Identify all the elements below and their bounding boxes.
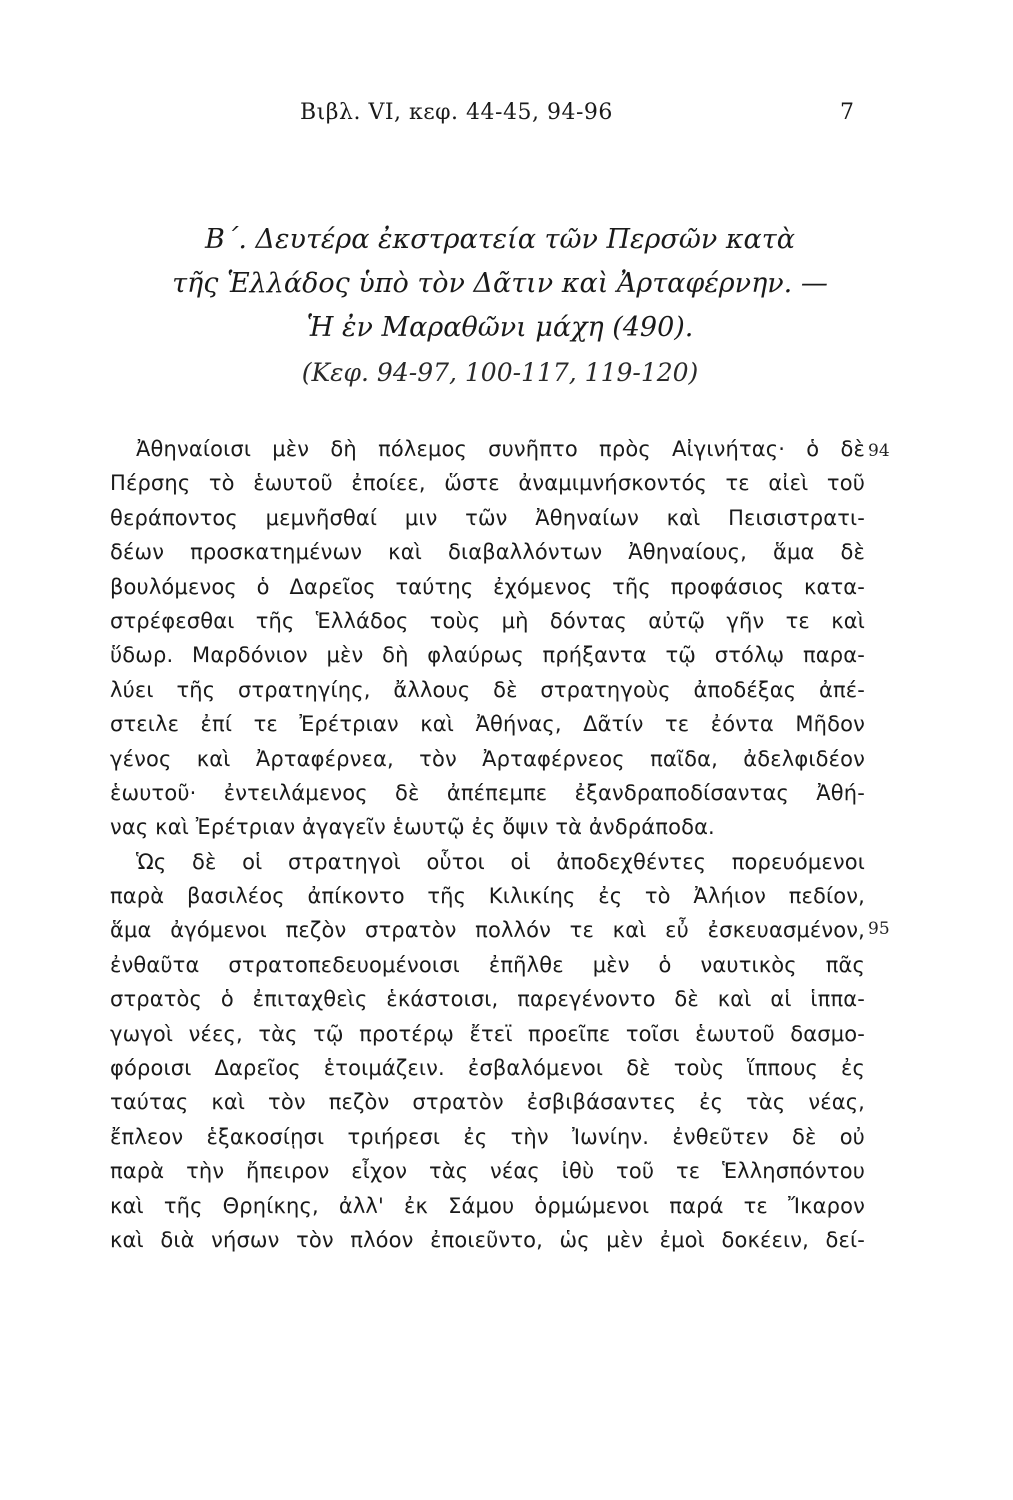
text-line: παρὰ τὴν ἤπειρον εἶχον τὰς νέας ἰθὺ τοῦ τε Ἑλλησπόντου [110, 1159, 865, 1184]
text-line: καὶ διὰ νήσων τὸν πλόον ἐποιεῦντο, ὡς μὲν ἐμοὶ δοκέειν, δεί- [110, 1227, 865, 1252]
text-line: γωγοὶ νέες, τὰς τῷ προτέρῳ ἔτεϊ προεῖπε τοῖσι ἑωυτοῦ δασμο- [110, 1021, 865, 1046]
heading-line-2: τῆς Ἑλλάδος ὑπὸ τὸν Δᾶτιν καὶ Ἀρταφέρνην. — [172, 268, 828, 299]
heading-line-3: Ἡ ἐν Μαραθῶνι μάχη (490). [306, 312, 694, 343]
text-line: Πέρσης τὸ ἑωυτοῦ ἐποίεε, ὥστε ἀναμιμνήσκοντός τε αἰεὶ τοῦ [110, 471, 865, 496]
text-line: στρατὸς ὁ ἐπιταχθεὶς ἑκάστοισι, παρεγένοντο δὲ καὶ αἱ ἱππα- [110, 987, 865, 1012]
text-line: ταύτας καὶ τὸν πεζὸν στρατὸν ἐσβιβάσαντες ἐς τὰς νέας, [110, 1090, 865, 1115]
text-line: νας καὶ Ἐρέτριαν ἀγαγεῖν ἑωυτῷ ἐς ὄψιν τὰ ἀνδράποδα. [110, 815, 715, 840]
margin-section-number-95: 95 [868, 919, 890, 939]
running-header [0, 100, 1013, 132]
text-line: δέων προσκατημένων καὶ διαβαλλόντων Ἀθηναίους, ἅμα δὲ [110, 540, 865, 565]
text-line: ἐνθαῦτα στρατοπεδευομένοισι ἐπῆλθε μὲν ὁ ναυτικὸς πᾶς [110, 952, 865, 977]
text-line: ἑωυτοῦ· ἐντειλάμενος δὲ ἀπέπεμπε ἐξανδραποδίσαντας Ἀθή- [110, 780, 865, 805]
text-line: Ἀθηναίοισι μὲν δὴ πόλεμος συνῆπτο πρὸς Αἰγινήτας· ὁ δὲ [136, 437, 865, 461]
text-line: ὕδωρ. Μαρδόνιον μὲν δὴ φλαύρως πρήξαντα τῷ στόλῳ παρα- [110, 643, 865, 668]
text-line: ἅμα ἀγόμενοι πεζὸν στρατὸν πολλόν τε καὶ εὖ ἐσκευασμένον, [110, 918, 865, 943]
text-line: καὶ τῆς Θρηίκης, ἀλλ' ἐκ Σάμου ὁρμώμενοι παρά τε Ἴκαρον [110, 1193, 865, 1218]
text-line: Ὡς δὲ οἱ στρατηγοὶ οὗτοι οἱ ἀποδεχθέντες πορευόμενοι [136, 849, 865, 874]
chapters-reference: (Κεφ. 94-97, 100-117, 119-120) [301, 358, 699, 387]
text-line: ἔπλεον ἑξακοσίῃσι τριήρεσι ἐς τὴν Ἰωνίην. ἐνθεῦτεν δὲ οὐ [110, 1124, 865, 1149]
margin-section-number-94: 94 [868, 441, 890, 461]
running-title: Βιβλ. VI, κεφ. 44-45, 94-96 [300, 100, 613, 125]
text-line: βουλόμενος ὁ Δαρεῖος ταύτης ἐχόμενος τῆς προφάσιος κατα- [110, 574, 865, 599]
text-line: φόροισι Δαρεῖος ἑτοιμάζειν. ἐσβαλόμενοι δὲ τοὺς ἵππους ἐς [110, 1056, 865, 1081]
body-text [110, 432, 865, 1257]
section-heading [110, 218, 890, 350]
text-line: στρέφεσθαι τῆς Ἑλλάδος τοὺς μὴ δόντας αὐτῷ γῆν τε καὶ [110, 608, 865, 633]
text-line: θεράποντος μεμνῆσθαί μιν τῶν Ἀθηναίων καὶ Πεισιστρατι- [110, 505, 865, 530]
text-line: λύει τῆς στρατηγίης, ἄλλους δὲ στρατηγοὺς ἀποδέξας ἀπέ- [110, 677, 865, 702]
text-line: παρὰ βασιλέος ἀπίκοντο τῆς Κιλικίης ἐς τὸ Ἀλήιον πεδίον, [110, 884, 865, 909]
page-number: 7 [840, 100, 854, 125]
heading-line-1: Β΄. Δευτέρα ἐκστρατεία τῶν Περσῶν κατὰ [205, 224, 795, 255]
text-line: γένος καὶ Ἀρταφέρνεα, τὸν Ἀρταφέρνεος παῖδα, ἀδελφιδέον [110, 746, 865, 771]
text-line: στειλε ἐπί τε Ἐρέτριαν καὶ Ἀθήνας, Δᾶτίν τε ἐόντα Μῆδον [110, 712, 865, 737]
